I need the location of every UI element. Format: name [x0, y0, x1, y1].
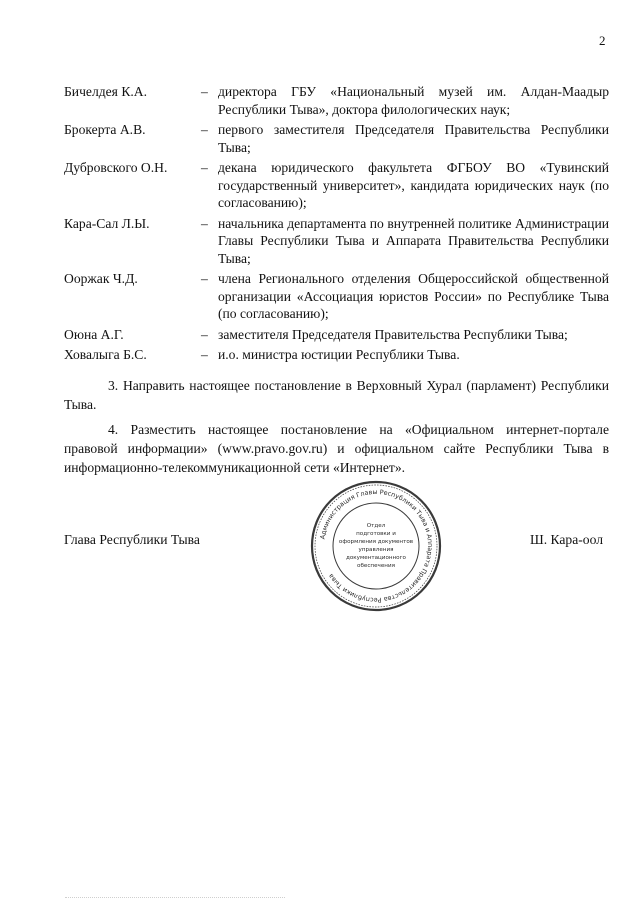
scan-artifact-line — [65, 897, 285, 901]
member-row — [64, 121, 609, 156]
member-name: Дубровского О.Н. — [64, 160, 168, 175]
member-name: Брокерта А.В. — [64, 122, 146, 137]
member-dash: – — [201, 347, 208, 362]
seal-center-line: документационного — [346, 555, 406, 561]
member-name: Ооржак Ч.Д. — [64, 271, 138, 286]
member-row — [64, 270, 609, 323]
page-number: 2 — [599, 33, 606, 48]
signature-name: Ш. Кара-оол — [530, 532, 603, 547]
member-row — [64, 83, 609, 118]
member-dash: – — [201, 84, 208, 99]
seal-center-line: Отдел — [366, 523, 386, 529]
member-dash: – — [201, 271, 208, 286]
commission-members-list — [64, 83, 609, 364]
seal-center-line: подготовки и — [356, 531, 396, 537]
member-position: директора ГБУ «Национальный музей им. Алдан-Маадыр Республики Тыва», доктора филологических наук; — [218, 84, 609, 117]
member-name: Кара-Сал Л.Ы. — [64, 215, 150, 231]
member-dash: – — [201, 122, 208, 137]
member-row — [64, 159, 609, 212]
seal-center-line: обеспечения — [357, 563, 395, 569]
seal-center-line: оформления документов — [338, 539, 414, 545]
signature-title: Глава Республики Тыва — [64, 532, 200, 547]
member-position: и.о. министра юстиции Республики Тыва. — [218, 347, 460, 362]
member-dash: – — [201, 326, 208, 342]
member-position: члена Регионального отделения Общероссийской общественной организации «Ассоциация юристов России» по Республике Тыва (по согласованию); — [218, 271, 609, 321]
member-row — [64, 346, 609, 364]
official-seal-stamp — [310, 480, 442, 612]
member-name: Ховалыга Б.С. — [64, 347, 147, 362]
member-dash: – — [201, 215, 208, 231]
member-row — [64, 215, 609, 268]
member-name: Бичелдея К.А. — [64, 84, 148, 99]
member-position: первого заместителя Председателя Правительства Республики Тыва; — [218, 122, 609, 155]
paragraph-3: 3. Направить настоящее постановление в Верховный Хурал (парламент) Республики Тыва. — [64, 378, 609, 412]
seal-ring-text: Администрация Главы Республики Тыва и Аппарата Правительства Республики Тыва — [318, 487, 435, 605]
member-position: начальника департамента по внутренней политике Администрации Главы Республики Тыва и Аппарата Правительства Республики Тыва; — [218, 215, 609, 266]
seal-center-line: управления — [358, 547, 394, 553]
member-position: заместителя Председателя Правительства Республики Тыва; — [218, 326, 568, 342]
member-dash: – — [201, 160, 208, 175]
member-position: декана юридического факультета ФГБОУ ВО «Тувинский государственный университет», кандидата юридических наук (по согласованию); — [218, 160, 609, 210]
member-name: Оюна А.Г. — [64, 326, 124, 342]
member-row — [64, 326, 609, 344]
paragraph-4: 4. Разместить настоящее постановление на «Официальном интернет-портале правовой информации» (www.pravo.gov.ru) и официальном сайте Республики Тыва в информационно-телекоммуникационной сети «Интернет». — [64, 422, 609, 475]
